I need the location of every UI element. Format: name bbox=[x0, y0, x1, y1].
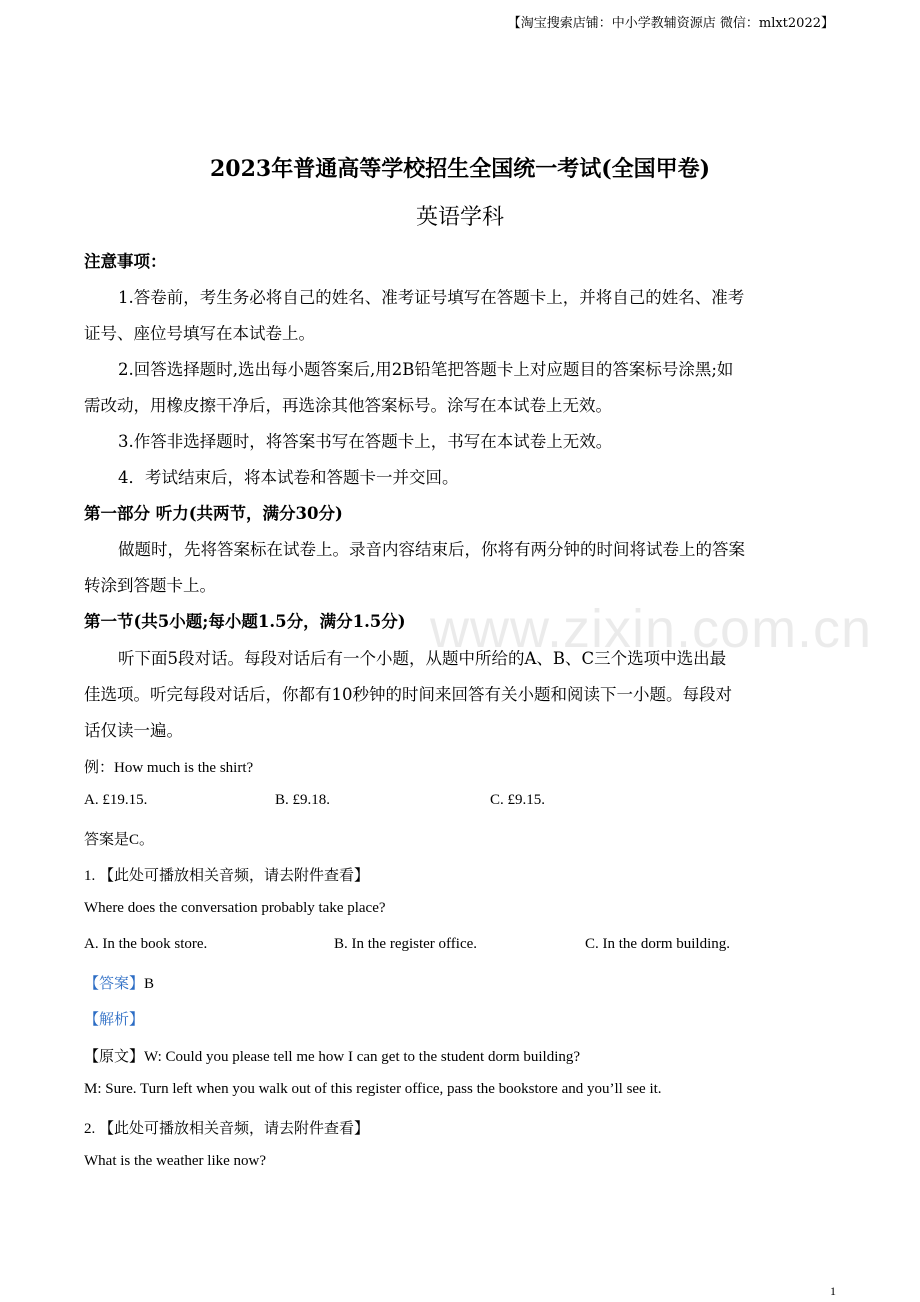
example-answer: 答案是C。 bbox=[84, 832, 155, 848]
section1-intro-line3: 话仅读一遍。 bbox=[84, 721, 183, 740]
q2-audio-note: 2. 【此处可播放相关音频，请去附件查看】 bbox=[84, 1121, 370, 1137]
section1-heading: 第一节(共5小题;每小题1.5分，满分1.5分) bbox=[84, 612, 406, 631]
q1-answer-value: B bbox=[144, 976, 155, 992]
header-note: 【淘宝搜索店铺：中小学教辅资源店 微信：mlxt2022】 bbox=[507, 16, 834, 31]
notice-item-2-line2: 需改动，用橡皮擦干净后，再选涂其他答案标号。涂写在本试卷上无效。 bbox=[84, 396, 612, 415]
exam-subtitle: 英语学科 bbox=[415, 205, 504, 230]
exam-title: 2023年普通高等学校招生全国统一考试(全国甲卷) bbox=[209, 156, 711, 182]
q1-option-c: C. In the dorm building. bbox=[585, 936, 730, 952]
q1-option-a: A. In the book store. bbox=[84, 936, 208, 952]
notice-heading: 注意事项： bbox=[84, 252, 167, 271]
q1-analysis-tag: 【解析】 bbox=[84, 1012, 145, 1028]
part1-intro-line1: 做题时，先将答案标在试卷上。录音内容结束后，你将有两分钟的时间将试卷上的答案 bbox=[118, 540, 745, 559]
example-option-c: C. £9.15. bbox=[490, 792, 546, 808]
notice-item-4: 4．考试结束后，将本试卷和答题卡一并交回。 bbox=[118, 468, 459, 487]
q1-audio-note: 1. 【此处可播放相关音频，请去附件查看】 bbox=[84, 868, 370, 884]
q2-question: What is the weather like now? bbox=[84, 1153, 267, 1169]
part1-intro-line2: 转涂到答题卡上。 bbox=[84, 576, 216, 595]
example-question: 例：How much is the shirt? bbox=[84, 760, 254, 776]
notice-item-1-line2: 证号、座位号填写在本试卷上。 bbox=[84, 324, 315, 343]
q1-answer-tag: 【答案】 bbox=[84, 976, 145, 992]
section1-intro-line1: 听下面5段对话。每段对话后有一个小题，从题中所给的A、B、C三个选项中选出最 bbox=[118, 649, 727, 668]
watermark: www.zixin.com.cn bbox=[430, 599, 873, 659]
notice-item-2-line1: 2.回答选择题时,选出每小题答案后,用2B铅笔把答题卡上对应题目的答案标号涂黑;如 bbox=[118, 360, 734, 379]
page-number: 1 bbox=[830, 1284, 836, 1298]
notice-item-1-line1: 1.答卷前，考生务必将自己的姓名、准考证号填写在答题卡上，并将自己的姓名、准考 bbox=[118, 288, 745, 307]
q1-answer-line bbox=[84, 972, 154, 993]
q1-option-b: B. In the register office. bbox=[334, 936, 478, 952]
q1-transcript-man: M: Sure. Turn left when you walk out of this register office, pass the bookstore and you’ll see it. bbox=[84, 1081, 662, 1097]
q1-question: Where does the conversation probably take place? bbox=[84, 900, 386, 916]
q1-transcript-woman: 【原文】W: Could you please tell me how I can get to the student dorm building? bbox=[84, 1049, 581, 1065]
example-option-b: B. £9.18. bbox=[275, 792, 331, 808]
section1-intro-line2: 佳选项。听完每段对话后，你都有10秒钟的时间来回答有关小题和阅读下一小题。每段对 bbox=[84, 685, 732, 704]
example-option-a: A. £19.15. bbox=[84, 792, 148, 808]
part1-heading: 第一部分 听力(共两节，满分30分) bbox=[84, 504, 343, 523]
notice-item-3: 3.作答非选择题时，将答案书写在答题卡上，书写在本试卷上无效。 bbox=[118, 432, 613, 451]
